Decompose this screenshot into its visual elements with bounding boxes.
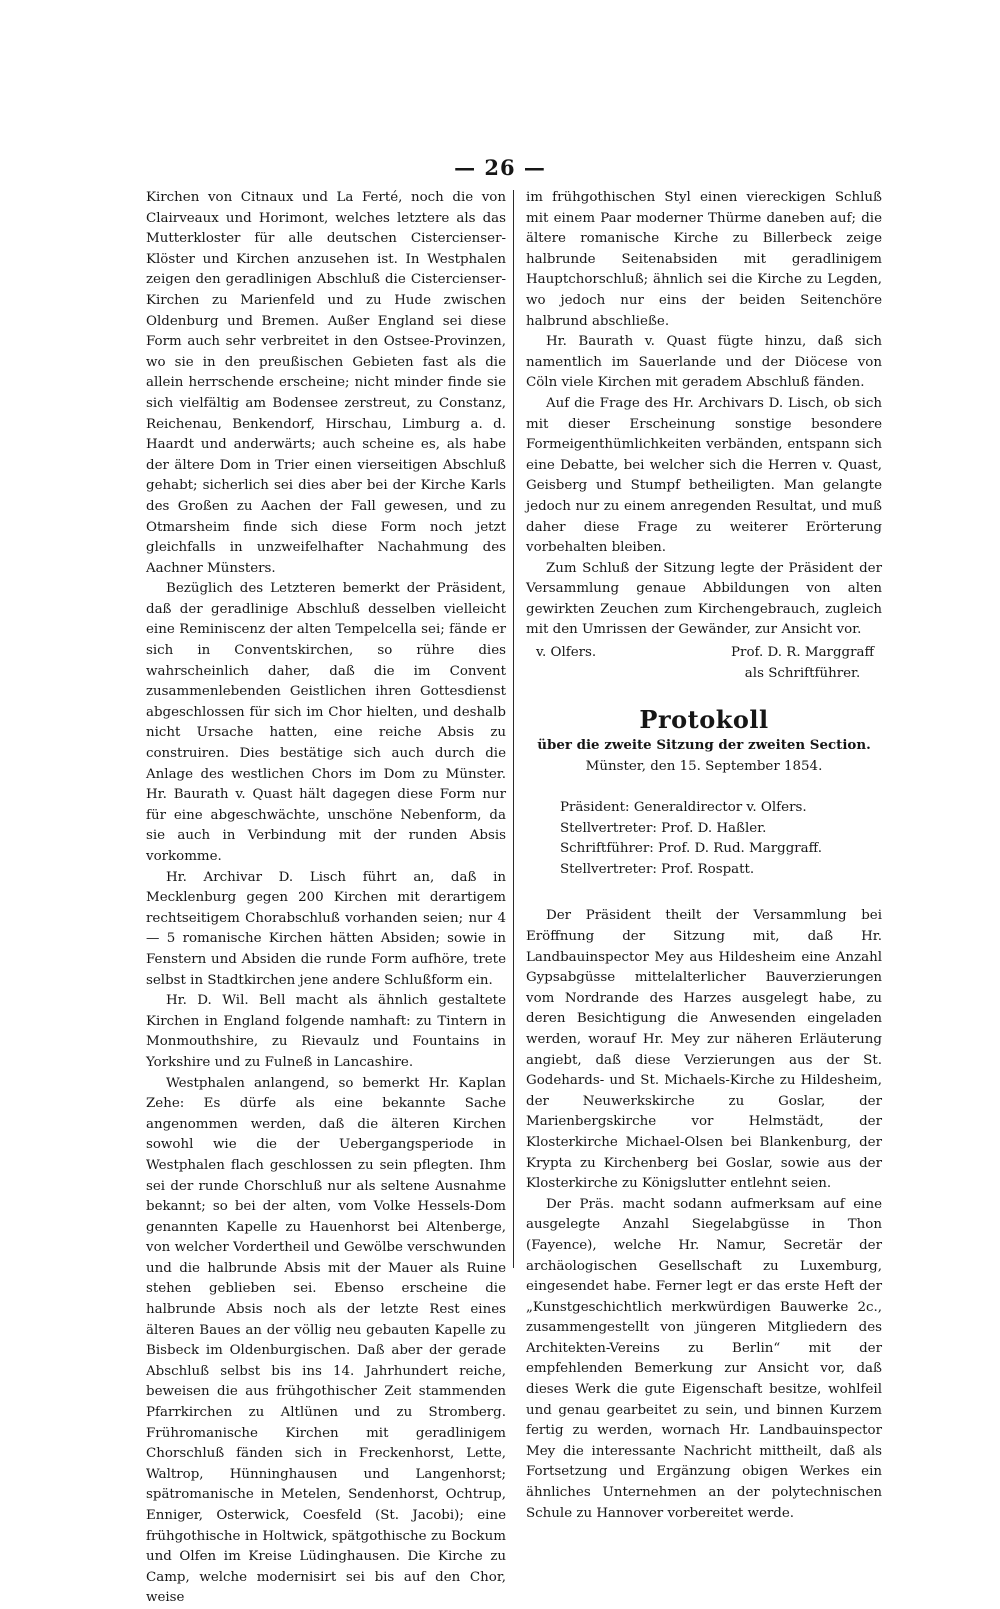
- officer-line: Schriftführer: Prof. D. Rud. Marggraff.: [560, 841, 822, 857]
- right-column: [526, 188, 882, 1524]
- paragraph: im frühgothischen Styl einen viereckigen Schluß mit einem Paar moderner Thürme daneben auf; die ältere romanische Kirche zu Billerbeck zeige halbrunde Seitenabsiden mit geradlinigem Hauptchorschluß; ähnlich sei die Kirche zu Legden, wo jedoch nur eins der beiden Seitenchöre halbrund abschließe.: [526, 190, 882, 329]
- paragraph: Bezüglich des Letzteren bemerkt der Präsident, daß der geradlinige Abschluß desselben vielleicht eine Reminiscenz der alten Tempelcella sei; fände er sich in Conventskirchen, so rühre dies wahrscheinlich daher, daß die im Convent zusammenlebenden Geistlichen ihren Gottesdienst abgeschlossen für sich im Chor hielten, und deshalb nicht Ursache hatten, eine reiche Absis zu construiren. Dies bestätige sich auch durch die Anlage des westlichen Chors im Dom zu Münster. Hr. Baurath v. Quast hält dagegen diese Form nur für eine abgeschwächte, unschöne Nebenform, da sie auch in Verbindung mit der runden Absis vorkomme.: [146, 581, 506, 864]
- paragraph: Der Präs. macht sodann aufmerksam auf eine ausgelegte Anzahl Siegelabgüsse in Thon (Fayence), welche Hr. Namur, Secretär der archäologischen Gesellschaft zu Luxemburg, eingesendet habe. Ferner legt er das erste Heft der „Kunstgeschichtlich merkwürdigen Bauwerke 2c., zusammengestellt von jüngeren Mitgliedern des Architekten-Vereins zu Berlin“ mit der empfehlenden Bemerkung zur Ansicht vor, daß dieses Werk die gute Eigenschaft besitze, wohlfeil und genau gearbeitet zu sein, und binnen Kurzem fertig zu werden, wornach Hr. Landbauinspector Mey die interessante Nachricht mittheilt, daß als Fortsetzung und Ergänzung obigen Werkes ein ähnliches Unternehmen an der polytechnischen Schule zu Hannover vorbereitet werde.: [526, 1196, 882, 1521]
- secretary-role: als Schriftführer.: [744, 665, 861, 681]
- paragraph: Der Präsident theilt der Versammlung bei Eröffnung der Sitzung mit, daß Hr. Landbauinspector Mey aus Hildesheim eine Anzahl Gypsabgüsse mittelalterlicher Bauverzierungen vom Nordrande des Harzes ausgelegt habe, zu deren Besichtigung die Anwesenden eingeladen werden, worauf Hr. Mey zur näheren Erläuterung angiebt, daß diese Verzierungen aus der St. Godehards- und St. Michaels-Kirche zu Hildesheim, der Neuwerkskirche zu Goslar, der Marienbergskirche vor Helmstädt, der Klosterkirche Michael-Olsen bei Blankenburg, der Krypta zu Kirchenberg bei Goslar, sowie aus der Klosterkirche zu Königslutter entlehnt seien.: [526, 908, 882, 1192]
- protokoll-title: Protokoll: [639, 705, 769, 735]
- paragraph: Hr. Archivar D. Lisch führt an, daß in Mecklenburg gegen 200 Kirchen mit derartigem rechtseitigem Chorabschluß vorhanden seien; nur 4 — 5 romanische Kirchen hätten Absiden; sowie in Fenstern und Absiden die runde Form aufhöre, trete selbst in Stadtkirchen jene andere Schlußform ein.: [146, 869, 506, 988]
- paragraph: Hr. Baurath v. Quast fügte hinzu, daß sich namentlich im Sauerlande und der Diöcese von Cöln viele Kirchen mit geradem Abschluß fänden.: [526, 334, 882, 391]
- paragraph: Zum Schluß der Sitzung legte der Präsident der Versammlung genaue Abbildungen von alten gewirkten Zeuchen zum Kirchengebrauch, zugleich mit den Umrissen der Gewänder, zur Ansicht vor.: [526, 560, 882, 638]
- left-column: [146, 188, 506, 1609]
- protokoll-date: Münster, den 15. September 1854.: [585, 759, 823, 775]
- protokoll-subtitle: über die zweite Sitzung der zweiten Section.: [537, 736, 871, 753]
- paragraph: Westphalen anlangend, so bemerkt Hr. Kaplan Zehe: Es dürfe als eine bekannte Sache angenommen werden, daß die älteren Kirchen sowohl wie die der Uebergangsperiode in Westphalen flach geschlossen zu sein pflegten. Ihm sei der runde Chorschluß nur als seltene Ausnahme bekannt; so bei der alten, vom Volke Hessels-Dom genannten Kapelle zu Hauenhorst bei Altenberge, von welcher Vordertheil und Gewölbe verschwunden und die halbrunde Absis mit der Mauer als Ruine stehen geblieben sei. Ebenso erscheine die halbrunde Absis noch als der letzte Rest eines älteren Baues an der völlig neu gebauten Kapelle zu Bisbeck im Oldenburgischen. Daß aber der gerade Abschluß selbst bis ins 14. Jahrhundert reiche, beweisen die aus frühgothischer Zeit stammenden Pfarrkirchen zu Altlünen und zu Stromberg. Frühromanische Kirchen mit geradlinigem Chorschluß fänden sich in Freckenhorst, Lette, Waltrop, Hünninghausen und Langenhorst; spätromanische in Metelen, Sendenhorst, Ochtrup, Enniger, Osterwick, Coesfeld (St. Jacobi); eine frühgothische in Holtwick, spätgothische zu Bockum und Olfen im Kreise Lüdinghausen. Die Kirche zu Camp, welche modernisirt sei bis auf den Chor, weise: [146, 1075, 506, 1606]
- paragraph: Auf die Frage des Hr. Archivars D. Lisch, ob sich mit dieser Erscheinung sonstige besondere Formeigenthümlichkeiten verbänden, entspann sich eine Debatte, bei welcher sich die Herren v. Quast, Geisberg und Stumpf betheiligten. Man gelangte jedoch nur zu einem anregenden Resultat, und muß daher diese Frage zu weiterer Erörterung vorbehalten bleiben.: [526, 395, 882, 556]
- column-divider: [513, 190, 514, 1268]
- officer-line: Stellvertreter: Prof. Rospatt.: [560, 861, 755, 877]
- paragraph: Hr. D. Wil. Bell macht als ähnlich gestaltete Kirchen in England folgende namhaft: zu Tintern in Monmouthshire, zu Rievaulz und Fountains in Yorkshire und zu Fulneß in Lancashire.: [146, 993, 506, 1070]
- officers-list: [560, 798, 882, 880]
- signature-president: v. Olfers.: [536, 645, 597, 661]
- signature-secretary: [731, 643, 882, 684]
- secretary-name: Prof. D. R. Marggraff: [731, 645, 874, 661]
- signature-block: [536, 643, 882, 684]
- officer-line: Präsident: Generaldirector v. Olfers.: [560, 800, 807, 816]
- page-number: — 26 —: [454, 155, 546, 180]
- officer-line: Stellvertreter: Prof. D. Haßler.: [560, 820, 767, 836]
- paragraph: Kirchen von Citnaux und La Ferté, noch die von Clairveaux und Horimont, welches letztere als das Mutterkloster für alle deutschen Cistercienser-Klöster und Kirchen anzusehen ist. In Westphalen zeigen den geradlinigen Abschluß die Cistercienser-Kirchen zu Marienfeld und zu Hude zwischen Oldenburg und Bremen. Außer England sei diese Form auch sehr verbreitet in den Ostsee-Provinzen, wo sie in den preußischen Gebieten fast als die allein herrschende erscheine; nicht minder finde sie sich vielfältig am Bodensee zerstreut, zu Constanz, Reichenau, Benkendorf, Hirschau, Limburg a. d. Haardt und anderwärts; auch scheine es, als habe der ältere Dom in Trier einen vierseitigen Abschluß gehabt; sicherlich sei dies aber bei der Kirche Karls des Großen zu Aachen der Fall gewesen, und zu Otmarsheim finde sich diese Form noch jetzt gleichfalls in unzweifelhafter Nachahmung des Aachner Münsters.: [146, 190, 506, 576]
